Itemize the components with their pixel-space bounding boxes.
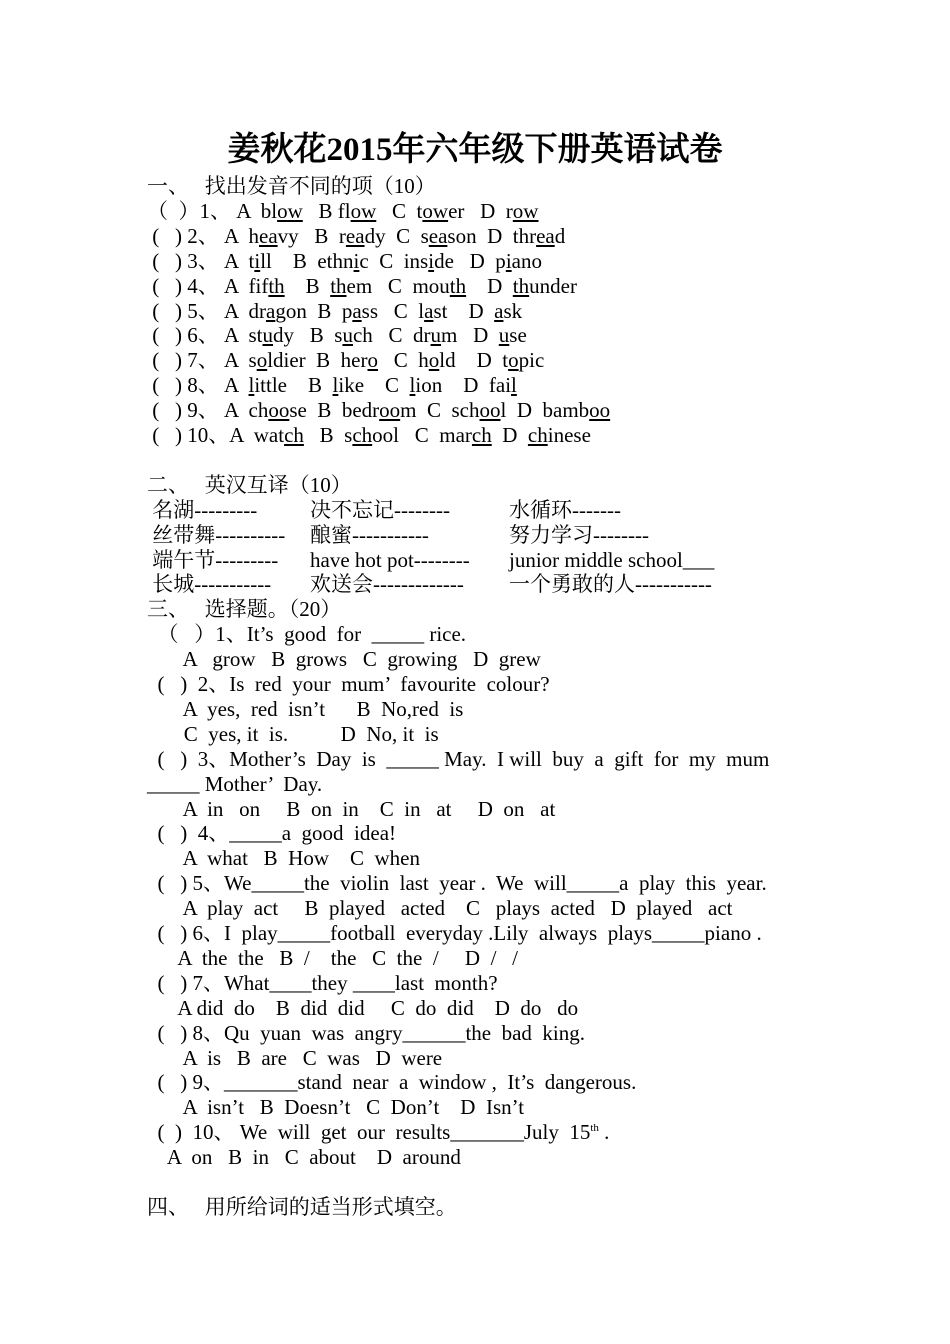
- option-text: st D: [433, 298, 495, 323]
- underlined-letters: o: [508, 348, 519, 373]
- choice-line: [147, 622, 466, 647]
- option-text: inese: [547, 423, 591, 447]
- question-row: [147, 199, 538, 224]
- option-text: h: [248, 223, 259, 248]
- underlined-letters: l: [332, 373, 339, 398]
- question-number: ( ) 4、 A: [147, 273, 249, 298]
- choice-text: _____ Mother’ Day.: [147, 771, 323, 796]
- choice-line: [147, 747, 769, 772]
- question-number: ( ) 6、 A: [147, 323, 249, 348]
- underlined-letters: th: [449, 273, 467, 298]
- option-text: ldier B her: [267, 348, 368, 373]
- underlined-letters: a: [494, 298, 504, 323]
- option-text: ano: [511, 248, 542, 273]
- question-row: [147, 224, 565, 249]
- choice-text: A in on B on in C in at D on at: [147, 796, 556, 821]
- translation-item: 努力学习--------: [509, 522, 649, 547]
- option-text: er D r: [448, 198, 513, 223]
- translation-item: 端午节---------: [147, 547, 279, 572]
- option-text: fif: [248, 273, 269, 298]
- option-text: ion D fai: [415, 373, 512, 398]
- choice-line: [147, 946, 518, 971]
- underlined-letters: i: [428, 248, 435, 273]
- question-row: [147, 423, 591, 448]
- translation-item: 一个勇敢的人-----------: [509, 572, 712, 597]
- question-number: ( ) 7、 A: [147, 348, 249, 373]
- underlined-letters: th: [330, 273, 347, 298]
- option-text: bl: [260, 198, 278, 223]
- question-row: [147, 323, 527, 348]
- option-text: c C ins: [359, 248, 429, 273]
- choice-line: [147, 647, 541, 672]
- option-text: sk: [503, 298, 523, 323]
- underlined-letters: ch: [352, 423, 373, 447]
- choice-text: ( ) 2、Is red your mum’ favourite colour?: [147, 672, 550, 696]
- underlined-letters: ow: [350, 198, 377, 223]
- choice-text: C yes, it is. D No, it is: [147, 721, 439, 746]
- underlined-letters: ow: [512, 198, 539, 223]
- choice-text: .: [598, 1120, 610, 1145]
- question-row: [147, 249, 542, 274]
- underlined-letters: oo: [479, 398, 501, 423]
- option-text: dr: [248, 298, 266, 323]
- translation-item: 酿蜜-----------: [310, 522, 429, 547]
- underlined-letters: l: [248, 373, 255, 398]
- underlined-letters: l: [511, 373, 517, 398]
- underlined-letters: l: [409, 373, 416, 398]
- underlined-letters: th: [268, 273, 285, 298]
- section-1-heading: 一、 找出发音不同的项（10）: [147, 174, 436, 198]
- option-text: ool C mar: [372, 423, 472, 447]
- section-4-heading: 四、 用所给词的适当形式填空。: [147, 1194, 457, 1219]
- option-text: pic: [518, 348, 545, 373]
- choice-text: A the the B / the C the / D / /: [147, 945, 518, 970]
- underlined-letters: u: [430, 323, 442, 348]
- option-text: B: [284, 273, 331, 298]
- choice-line: [147, 971, 498, 996]
- option-text: m D: [441, 323, 499, 348]
- translation-item: junior middle school___: [509, 547, 715, 572]
- option-text: st: [248, 323, 263, 348]
- underlined-letters: oo: [589, 398, 611, 423]
- option-text: se B bedr: [289, 398, 380, 423]
- choice-line: [147, 797, 555, 822]
- underlined-letters: ea: [428, 223, 448, 248]
- option-text: son D thr: [447, 223, 537, 248]
- choice-line: [147, 722, 439, 747]
- section-2-heading: 二、 英汉互译（10）: [147, 472, 352, 497]
- option-text: dy C s: [364, 223, 429, 248]
- question-number: ( ) 8、 A: [147, 373, 249, 398]
- option-text: t: [248, 248, 255, 273]
- choice-line: [147, 697, 463, 722]
- page-title: 姜秋花2015年六年级下册英语试卷: [227, 132, 723, 168]
- question-number: （ ）1、 A: [147, 198, 261, 223]
- choice-line: [147, 1120, 609, 1145]
- question-number: ( ) 5、 A: [147, 298, 249, 323]
- question-row: [147, 274, 577, 299]
- choice-line: [147, 772, 322, 797]
- translation-item: 名湖---------: [147, 497, 258, 522]
- option-text: ch: [248, 398, 269, 423]
- underlined-letters: u: [262, 323, 274, 348]
- option-text: ld D t: [439, 348, 509, 373]
- translation-row: [147, 572, 797, 597]
- choice-text: （ ）1、It’s good for _____ rice.: [147, 622, 467, 647]
- choice-text: A what B How C when: [147, 846, 420, 871]
- underlined-letters: th: [512, 273, 530, 298]
- choice-text: A grow B grows C growing D grew: [147, 647, 541, 672]
- option-text: ike C: [338, 373, 410, 398]
- underlined-letters: o: [256, 348, 268, 373]
- choice-line: [147, 1070, 636, 1095]
- underlined-letters: ch: [527, 423, 548, 447]
- underlined-letters: ow: [277, 198, 303, 223]
- option-text: em C mou: [346, 273, 450, 298]
- choice-line: [147, 1021, 585, 1046]
- choice-text: ( ) 5、We_____the violin last year . We will_____a play this year.: [147, 871, 767, 896]
- option-text: D: [466, 273, 513, 298]
- option-text: ss C l: [361, 298, 425, 323]
- option-text: vy B r: [277, 223, 346, 248]
- underlined-letters: oo: [268, 398, 290, 423]
- underlined-letters: o: [367, 348, 378, 373]
- choice-text: ( ) 8、Qu yuan was angry______the bad king.: [147, 1020, 586, 1045]
- choice-text: A yes, red isn’t B No,red is: [147, 696, 464, 721]
- underlined-letters: ea: [536, 223, 555, 248]
- option-text: s: [248, 348, 257, 373]
- question-number: ( ) 3、 A: [147, 248, 249, 273]
- underlined-letters: u: [498, 323, 510, 348]
- option-text: under: [529, 273, 577, 298]
- option-text: B fl: [302, 198, 351, 223]
- option-text: ll B ethn: [260, 248, 354, 273]
- choice-line: [147, 1046, 442, 1071]
- option-text: ittle B: [254, 373, 333, 398]
- option-text: dy B s: [273, 323, 343, 348]
- underlined-letters: o: [428, 348, 440, 373]
- choice-text: ( ) 6、I play_____football everyday .Lily always plays_____piano .: [147, 921, 762, 945]
- underlined-letters: ch: [471, 423, 492, 447]
- choice-line: [147, 1095, 524, 1120]
- question-row: [147, 348, 544, 373]
- choice-line: [147, 821, 396, 846]
- ordinal-suffix: th: [590, 1122, 599, 1135]
- question-number: ( ) 9、 A: [147, 398, 249, 423]
- underlined-letters: ea: [345, 223, 365, 248]
- choice-text: ( ) 4、_____a good idea!: [147, 821, 397, 846]
- translation-item: have hot pot--------: [310, 547, 470, 572]
- choice-line: [147, 672, 550, 697]
- option-text: m C sch: [400, 398, 480, 423]
- translation-item: 决不忘记--------: [310, 497, 450, 522]
- choice-text: A did do B did did C do did D do do: [147, 995, 579, 1020]
- underlined-letters: i: [254, 248, 261, 273]
- option-text: B s: [303, 423, 353, 447]
- underlined-letters: i: [505, 248, 512, 273]
- option-text: de D p: [434, 248, 506, 273]
- translation-item: 欢送会-------------: [310, 572, 464, 597]
- choice-line: [147, 1145, 461, 1170]
- question-row: [147, 299, 522, 324]
- choice-line: [147, 996, 578, 1021]
- question-number: ( ) 2、 A: [147, 223, 249, 248]
- underlined-letters: ea: [259, 223, 278, 248]
- question-row: [147, 398, 610, 423]
- translation-item: 水循环-------: [509, 497, 621, 522]
- option-text: d: [554, 223, 566, 248]
- option-text: wat: [253, 423, 285, 447]
- choice-text: ( ) 7、What____they ____last month?: [147, 970, 498, 995]
- underlined-letters: a: [424, 298, 434, 323]
- option-text: gon B p: [275, 298, 353, 323]
- option-text: C t: [376, 198, 423, 223]
- option-text: l D bamb: [500, 398, 590, 423]
- option-text: ch C dr: [352, 323, 431, 348]
- choice-text: ( ) 10、 We will get our results_______July 15: [147, 1120, 591, 1145]
- underlined-letters: ow: [422, 198, 449, 223]
- question-number: ( ) 10、A: [147, 423, 254, 447]
- option-text: D: [491, 423, 528, 447]
- underlined-letters: oo: [379, 398, 401, 423]
- choice-line: [147, 871, 767, 896]
- translation-row: [147, 498, 797, 523]
- underlined-letters: a: [352, 298, 362, 323]
- choice-line: [147, 896, 733, 921]
- translation-row: [147, 548, 797, 573]
- choice-line: [147, 846, 420, 871]
- translation-row: [147, 523, 797, 548]
- underlined-letters: a: [266, 298, 276, 323]
- underlined-letters: u: [342, 323, 353, 348]
- translation-item: 丝带舞----------: [147, 522, 286, 547]
- translation-item: 长城-----------: [147, 572, 272, 597]
- choice-line: [147, 921, 762, 946]
- option-text: se: [509, 323, 527, 348]
- choice-text: A play act B played acted C plays acted D played act: [147, 896, 733, 921]
- choice-text: ( ) 3、Mother’s Day is _____ May. I will buy a gift for my mum: [147, 746, 770, 771]
- underlined-letters: i: [353, 248, 360, 273]
- underlined-letters: ch: [284, 423, 304, 447]
- choice-text: A isn’t B Doesn’t C Don’t D Isn’t: [147, 1095, 525, 1120]
- section-3-heading: 三、 选择题。（20）: [147, 597, 342, 622]
- choice-text: ( ) 9、_______stand near a window , It’s dangerous.: [147, 1070, 637, 1095]
- option-text: C h: [378, 348, 429, 373]
- question-row: [147, 373, 517, 398]
- choice-text: A is B are C was D were: [147, 1045, 443, 1070]
- choice-text: A on B in C about D around: [147, 1145, 461, 1170]
